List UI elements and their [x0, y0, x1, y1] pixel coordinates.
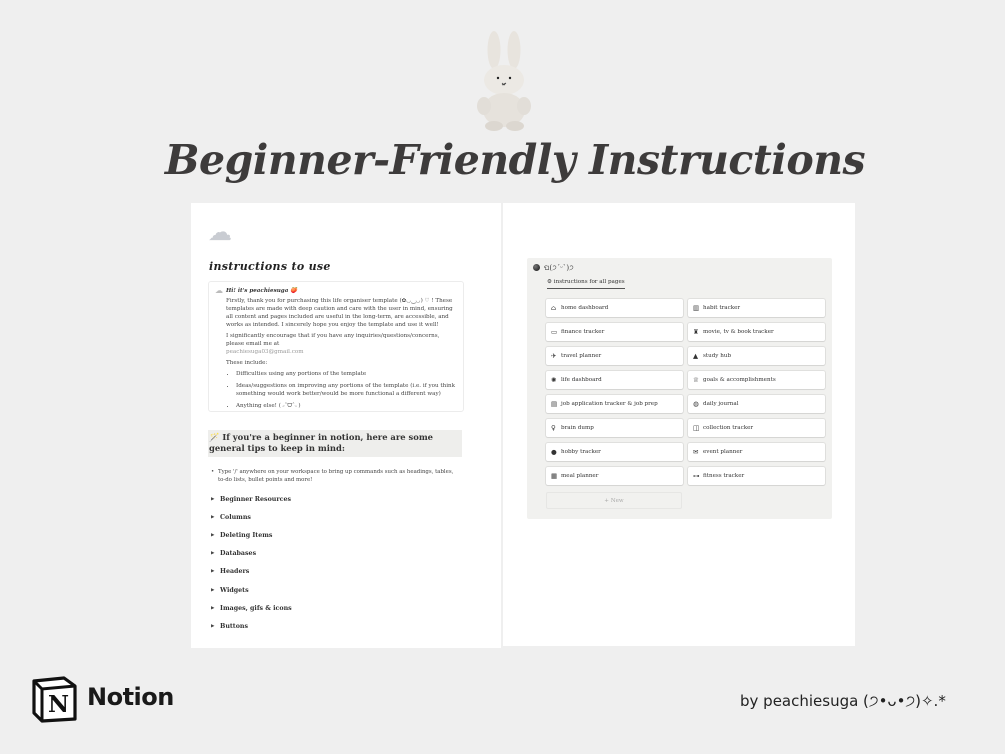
toggle-item[interactable]: ▶ Beginner Resources [211, 495, 292, 503]
page-card-label: life dashboard [561, 377, 602, 383]
sun-icon: ✺ [551, 376, 557, 384]
page-card[interactable] [688, 443, 825, 461]
page-card-label: movie, tv & book tracker [703, 329, 774, 335]
page-card-label: goals & accomplishments [703, 377, 776, 383]
page-card-label: collection tracker [703, 425, 754, 431]
meal-icon: ▦ [551, 472, 558, 480]
page-card[interactable] [688, 347, 825, 365]
callout-paragraph: Firstly, thank you for purchasing this life organiser template (✿◡‿◡) ♡ ! These templates are made with deep caution and care with the user in mind, ensuring all content and pages included are useful in the long-term, are accessible, and works as intended. I sincerely hope you enjoy the template and use it well! [226, 298, 453, 328]
airplane-icon: ✈ [551, 352, 557, 360]
toggle-arrow-icon[interactable]: ▶ [211, 569, 215, 575]
toggle-item[interactable]: ▶ Headers [211, 568, 250, 576]
toggle-arrow-icon[interactable]: ▶ [211, 532, 215, 538]
chart-icon: ▥ [693, 304, 700, 312]
pages-database [527, 258, 832, 519]
page-card-label: job application tracker & job prep [561, 401, 658, 407]
notion-wordmark: Notion [87, 683, 174, 711]
bunny-plush-image [470, 30, 542, 134]
briefcase-icon: ▤ [551, 400, 558, 408]
page-card-label: fitness tracker [703, 473, 745, 479]
toggle-item[interactable]: ▶ Databases [211, 550, 257, 558]
page-card-label: finance tracker [561, 329, 605, 335]
page-card[interactable] [546, 299, 683, 317]
bullet-dot-icon: • [211, 469, 215, 475]
toggle-arrow-icon[interactable]: ▶ [211, 514, 215, 520]
callout-paragraph: These include: [226, 360, 268, 366]
page-card[interactable] [546, 467, 683, 485]
page-card-label: event planner [703, 449, 743, 455]
instructions-heading: instructions to use [209, 260, 331, 273]
list-item: • Difficulties using any portions of the template [236, 370, 457, 378]
page-card-label: meal planner [561, 473, 599, 479]
pages-panel [503, 203, 855, 646]
toggle-list [211, 490, 292, 636]
callout-bullets [226, 370, 457, 410]
page-card-label: daily journal [703, 401, 739, 407]
page-card-label: brain dump [561, 425, 594, 431]
page-card-label: hobby tracker [561, 449, 601, 455]
graduation-cap-icon: ▲ [693, 352, 699, 360]
page-card[interactable] [546, 347, 683, 365]
ticket-icon: ✉ [693, 448, 699, 456]
cloud-icon: ☁ [215, 286, 223, 295]
page-cards-grid [546, 299, 825, 485]
page-card[interactable] [688, 299, 825, 317]
dumbbell-icon: ⊶ [693, 472, 700, 480]
author-byline: by peachiesuga (੭•ᴗ•੭)✧.* [740, 692, 946, 710]
notion-logo-letter: N [47, 691, 70, 718]
home-icon: ⌂ [551, 304, 557, 312]
page-card[interactable] [688, 419, 825, 437]
email-link[interactable]: peachiesuga03@gmail.com [226, 349, 304, 355]
pin-icon: ● [551, 448, 557, 456]
toggle-item[interactable]: ▶ Images, gifs & icons [211, 604, 292, 612]
page-card[interactable] [688, 371, 825, 389]
toggle-arrow-icon[interactable]: ▶ [211, 605, 215, 611]
eight-ball-icon [533, 264, 540, 271]
journal-icon: ◍ [693, 400, 699, 408]
page-card[interactable] [546, 395, 683, 413]
brain-icon: ♀ [551, 424, 556, 432]
page-card-label: home dashboard [561, 305, 609, 311]
tab-instructions-for-all-pages[interactable]: ⚙ instructions for all pages [547, 279, 625, 289]
callout-paragraph: I significantly encourage that if you have any inquiries/questions/concerns, please email me at peachiesuga03@gmail.com [226, 333, 440, 355]
page-card-label: study hub [703, 353, 732, 359]
page-card[interactable] [546, 371, 683, 389]
welcome-callout[interactable] [208, 281, 464, 412]
box-icon: ◫ [693, 424, 700, 432]
page-card[interactable] [546, 323, 683, 341]
callout-greeting: Hi! it's peachiesuga 🍑 [226, 288, 298, 294]
database-title: ଘ(੭ˊᵕˋ)੭ [533, 264, 574, 273]
page-card[interactable] [546, 419, 683, 437]
toggle-item[interactable]: ▶ Widgets [211, 586, 249, 594]
cloud-icon: ☁ [208, 218, 232, 246]
toggle-arrow-icon[interactable]: ▶ [211, 496, 215, 502]
toggle-item[interactable]: ▶ Buttons [211, 622, 249, 630]
page-card[interactable] [688, 323, 825, 341]
money-icon: ▭ [551, 328, 558, 336]
new-button[interactable]: + New [546, 492, 682, 509]
page-card[interactable] [688, 467, 825, 485]
toggle-arrow-icon[interactable]: ▶ [211, 587, 215, 593]
toggle-item[interactable]: ▶ Columns [211, 513, 251, 521]
toggle-item[interactable]: ▶ Deleting Items [211, 531, 273, 539]
list-item: • Anything else! ( ˶ˆᗜˆ˵ ) [236, 402, 457, 410]
page-headline: Beginner-Friendly Instructions [164, 136, 866, 184]
notion-logo-icon [30, 675, 78, 723]
tips-heading: 🪄 If you're a beginner in notion, here are some general tips to keep in mind: [208, 430, 462, 457]
popcorn-icon: ♜ [693, 328, 699, 336]
instructions-panel: ☁ instructions to use ☁ Hi! it's peachiesuga 🍑 Firstly, thank you for purchasing this life organiser template (✿◡‿◡) ♡ ! These templates are made with deep caution and care with the user in mind, ensuring all content and pages included are useful in the long-term, are accessible, and works as intended. I sincerely hope you enjoy the template and use it well! I significantly encourage that if you have any inquiries/questions/concerns, please email me at peachiesuga03@gmail.com These include: • Difficulties using any portions of the template • Ideas/suggestions on improving any portions of the template (i.e. if you think something would work better/would be more functional a different way) • Anything else! ( ˶ˆᗜˆ˵ ) 🪄 If you're a beginner in notion, here are some general tips to keep in mind: • Type '/' anywhere on your workspace to bring up commands such as headings, tables, to-do lists, bullet points and more! ▶ Beginner Resources ▶ Columns ▶ Deleting Items ▶ Databases ▶ Headers ▶ Widgets ▶ Images, gifs & icons ▶ Buttons [191, 203, 501, 648]
toggle-arrow-icon[interactable]: ▶ [211, 551, 215, 557]
page-card[interactable] [688, 395, 825, 413]
page-card[interactable] [546, 443, 683, 461]
page-card-label: travel planner [561, 353, 602, 359]
list-item: • Ideas/suggestions on improving any portions of the template (i.e. if you think something would work better/would be more functional a different way) [236, 382, 457, 398]
page-card-label: habit tracker [703, 305, 741, 311]
trophy-icon: ♕ [693, 376, 699, 384]
toggle-arrow-icon[interactable]: ▶ [211, 623, 215, 629]
